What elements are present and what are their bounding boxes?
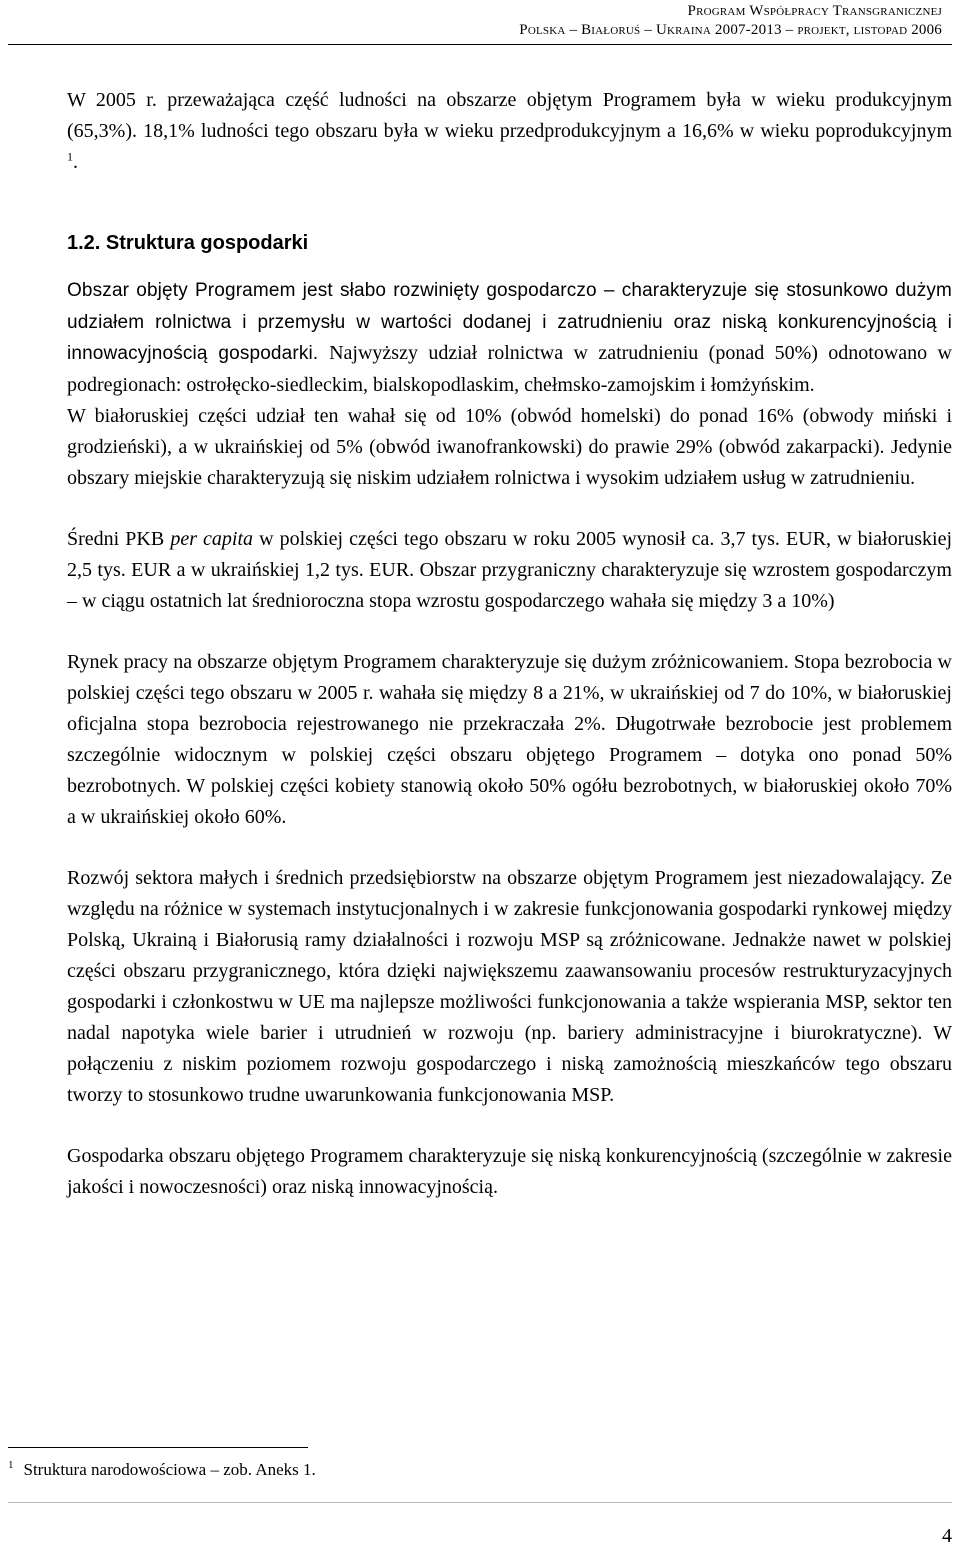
paragraph-gdp <box>67 524 952 617</box>
intro-text: W 2005 r. przeważająca część ludności na obszarze objętym Programem była w wieku produkcyjnym (65,3%). 18,1% ludności tego obszaru była w wieku przedprodukcyjnym a 16,6% w wieku poprodukcyjnym <box>67 89 952 142</box>
page-header <box>519 2 942 40</box>
section-number: 1.2. <box>67 232 101 254</box>
header-line-1: Program Współpracy Transgranicznej <box>687 3 942 19</box>
footnote-ref[interactable]: 1 <box>67 149 73 164</box>
intro-end: . <box>73 151 78 173</box>
footnote-text: Struktura narodowościowa – zob. Aneks 1. <box>23 1460 316 1479</box>
main-content <box>67 85 952 1203</box>
footnote-number: 1 <box>8 1459 14 1472</box>
section-title: Struktura gospodarki <box>105 232 309 254</box>
p1-tail: Najwyższy udział rolnictwa w zatrudnieniu (ponad 50%) odnotowano w podregionach: ostrołęcko-siedleckim, bialskopodlaskim, chełmsko-zamojskim i łomżyńskim. <box>67 342 952 396</box>
p2-a: Średni PKB <box>67 528 165 550</box>
p1-text: Obszar objęty Programem jest słabo rozwinięty gospodarczo – charakteryzuje się stosunkowo dużym udziałem rolnictwa i przemysłu w wartości dodanej i zatrudnieniu oraz niską konkurencyjnością i innowacyjnością gospodarki. <box>67 280 952 364</box>
page-number: 4 <box>942 1525 952 1547</box>
paragraph-sme: Rozwój sektora małych i średnich przedsiębiorstw na obszarze objętym Programem jest niezadowalający. Ze względu na różnice w systemach instytucjonalnych i w zakresie funkcjonowania gospodarki rynkowej między Polską, Ukrainą i Białorusią ramy działalności i rozwoju MSP są zróżnicowane. Jednakże nawet w polskiej części obszaru przygranicznego, która dzięki największemu zaawansowaniu procesów restrukturyzacyjnych gospodarki i członkostwu w UE ma najlepsze możliwości funkcjonowania a także wspierania MSP, sektor ten nadal napotyka wiele barier i utrudnień w rozwoju (np. bariery administracyjne i biurokratyczne). W połączeniu z niskim poziomem rozwoju gospodarczego i niską zamożnością mieszkańców tego obszaru tworzy to stosunkowo trudne uwarunkowania funkcjonowania MSP. <box>67 867 952 1106</box>
paragraph-competitiveness: Gospodarka obszaru objętego Programem charakteryzuje się niską konkurencyjnością (szczególnie w zakresie jakości i nowoczesności) oraz niską innowacyjnością. <box>67 1145 952 1198</box>
footnote <box>8 1459 316 1481</box>
p1-rest: W białoruskiej części udział ten wahał się od 10% (obwód homelski) do ponad 16% (obwody miński i grodzieński), a w ukraińskiej od 5% (obwód iwanofrankowski) do prawie 29% (obwód zakarpacki). Jedynie obszary miejskie charakteryzują się niskim udziałem rolnictwa i wysokim udziałem usług w zatrudnieniu. <box>67 405 952 489</box>
intro-paragraph <box>67 85 952 178</box>
section-heading <box>67 228 952 259</box>
sans-block <box>67 275 952 401</box>
paragraph-regional-agriculture <box>67 401 952 494</box>
header-line-2: Polska – Białoruś – Ukraina 2007-2013 – projekt, listopad 2006 <box>519 22 942 38</box>
p2-italic: per capita <box>170 528 254 550</box>
footnote-rule <box>8 1447 308 1448</box>
p2-b: w polskiej części tego obszaru w roku 2005 wynosił ca. 3,7 tys. EUR, w białoruskiej 2,5 tys. EUR a w ukraińskiej 1,2 tys. EUR. Obszar przygraniczny charakteryzuje się wzrostem gospodarczym – w ciągu ostatnich lat średnioroczna stopa wzrostu gospodarczego wahała się między 3 a 10%) <box>67 528 953 612</box>
paragraph-economy-structure <box>67 275 952 401</box>
paragraph-labour-market: Rynek pracy na obszarze objętym Programem charakteryzuje się dużym zróżnicowaniem. Stopa bezrobocia w polskiej części tego obszaru w 2005 r. wahała się między 8 a 21%, w ukraińskiej od 7 do 10%, w białoruskiej oficjalna stopa bezrobocia rejestrowanego nie przekraczała 2%. Długotrwałe bezrobocie jest problemem szczególnie widocznym w polskiej części obszaru objętego Programem – dotyka ono ponad 50% bezrobotnych. W polskiej części kobiety stanowią około 50% ogółu bezrobotnych, w białoruskiej około 70% a w ukraińskiej około 60%. <box>67 651 952 828</box>
footer-rule <box>8 1502 952 1503</box>
header-rule <box>8 44 952 45</box>
